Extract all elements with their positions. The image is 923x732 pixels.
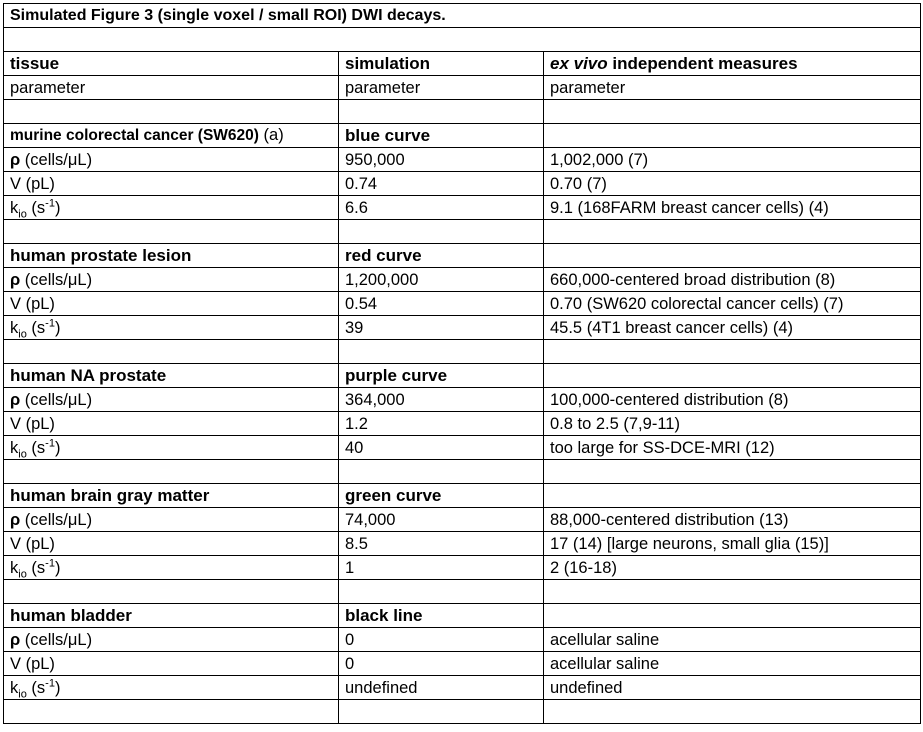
kio-unit-open: (s	[26, 198, 46, 217]
rho-label-cell	[4, 508, 339, 532]
subheader-simulation: parameter	[339, 76, 544, 100]
volume-exvivo: acellular saline	[544, 652, 921, 676]
header-simulation: simulation	[339, 52, 544, 76]
empty-cell	[544, 604, 921, 628]
volume-row	[4, 652, 921, 676]
empty-cell	[544, 460, 921, 484]
rho-symbol: ρ	[10, 270, 21, 289]
empty-cell	[4, 580, 339, 604]
kio-exponent: -1	[45, 557, 55, 569]
spacer-row	[4, 340, 921, 364]
kio-row	[4, 316, 921, 340]
kio-simulation: 39	[339, 316, 544, 340]
rho-row	[4, 508, 921, 532]
kio-subscript: io	[18, 207, 27, 220]
curve-label: green curve	[339, 484, 544, 508]
tissue-name-cell	[4, 484, 339, 508]
tissue-row	[4, 124, 921, 148]
kio-exvivo: undefined	[544, 676, 921, 700]
kio-unit-close: )	[54, 678, 61, 697]
empty-cell	[544, 580, 921, 604]
kio-simulation: 40	[339, 436, 544, 460]
subheader-tissue: parameter	[4, 76, 339, 100]
volume-exvivo: 17 (14) [large neurons, small glia (15)]	[544, 532, 921, 556]
volume-exvivo: 0.70 (SW620 colorectal cancer cells) (7)	[544, 292, 921, 316]
spacer-row	[4, 700, 921, 724]
rho-symbol: ρ	[10, 390, 21, 409]
empty-cell	[4, 220, 339, 244]
volume-exvivo: 0.8 to 2.5 (7,9-11)	[544, 412, 921, 436]
kio-simulation: undefined	[339, 676, 544, 700]
rho-row	[4, 268, 921, 292]
rho-exvivo: 100,000-centered distribution (8)	[544, 388, 921, 412]
empty-cell	[4, 700, 339, 724]
kio-subscript: io	[18, 567, 27, 580]
empty-cell	[544, 124, 921, 148]
curve-label: black line	[339, 604, 544, 628]
spacer-row	[4, 580, 921, 604]
tissue-row	[4, 484, 921, 508]
rho-row	[4, 628, 921, 652]
kio-exvivo: too large for SS-DCE-MRI (12)	[544, 436, 921, 460]
curve-label: blue curve	[339, 124, 544, 148]
tissue-row	[4, 364, 921, 388]
empty-cell	[4, 100, 339, 124]
kio-unit-open: (s	[26, 438, 46, 457]
volume-label: V (pL)	[4, 532, 339, 556]
kio-subscript: io	[18, 327, 27, 340]
parameter-table	[3, 3, 921, 724]
volume-label: V (pL)	[4, 172, 339, 196]
empty-cell	[339, 700, 544, 724]
kio-exponent: -1	[45, 437, 55, 449]
tissue-name: murine colorectal cancer (SW620)	[10, 127, 259, 144]
volume-row	[4, 532, 921, 556]
curve-label: purple curve	[339, 364, 544, 388]
header-tissue: tissue	[4, 52, 339, 76]
table-title: Simulated Figure 3 (single voxel / small ROI) DWI decays.	[4, 4, 921, 28]
volume-simulation: 0	[339, 652, 544, 676]
empty-cell	[339, 340, 544, 364]
rho-simulation: 0	[339, 628, 544, 652]
empty-cell	[339, 100, 544, 124]
rho-label-cell	[4, 628, 339, 652]
curve-label: red curve	[339, 244, 544, 268]
kio-base: k	[10, 198, 19, 217]
volume-simulation: 8.5	[339, 532, 544, 556]
rho-simulation: 74,000	[339, 508, 544, 532]
empty-cell	[4, 340, 339, 364]
header-exvivo-rest: independent measures	[607, 53, 798, 73]
tissue-name: human NA prostate	[10, 365, 167, 385]
title-row	[4, 4, 921, 28]
spacer-row	[4, 100, 921, 124]
header-exvivo-italic: ex vivo	[550, 53, 608, 73]
header-exvivo	[544, 52, 921, 76]
rho-simulation: 364,000	[339, 388, 544, 412]
spacer-row	[4, 28, 921, 52]
volume-simulation: 0.54	[339, 292, 544, 316]
kio-exponent: -1	[45, 317, 55, 329]
kio-label-cell	[4, 676, 339, 700]
kio-unit-close: )	[54, 318, 61, 337]
kio-row	[4, 676, 921, 700]
empty-cell	[544, 244, 921, 268]
rho-row	[4, 148, 921, 172]
spacer-cell	[4, 28, 921, 52]
tissue-name: human prostate lesion	[10, 245, 192, 265]
volume-label: V (pL)	[4, 652, 339, 676]
kio-label-cell	[4, 316, 339, 340]
tissue-note: (a)	[258, 126, 284, 144]
rho-symbol: ρ	[10, 150, 21, 169]
kio-exponent: -1	[45, 677, 55, 689]
rho-unit: (cells/μL)	[20, 390, 93, 409]
tissue-name-cell	[4, 604, 339, 628]
empty-cell	[544, 364, 921, 388]
rho-exvivo: 660,000-centered broad distribution (8)	[544, 268, 921, 292]
kio-exvivo: 2 (16-18)	[544, 556, 921, 580]
empty-cell	[544, 100, 921, 124]
rho-row	[4, 388, 921, 412]
rho-exvivo: 1,002,000 (7)	[544, 148, 921, 172]
empty-cell	[339, 460, 544, 484]
volume-label: V (pL)	[4, 412, 339, 436]
tissue-row	[4, 244, 921, 268]
spacer-row	[4, 460, 921, 484]
empty-cell	[544, 220, 921, 244]
kio-base: k	[10, 678, 19, 697]
kio-unit-open: (s	[26, 318, 46, 337]
tissue-name-cell	[4, 364, 339, 388]
subheader-exvivo: parameter	[544, 76, 921, 100]
kio-base: k	[10, 438, 19, 457]
tissue-name: human bladder	[10, 605, 132, 625]
rho-exvivo: acellular saline	[544, 628, 921, 652]
kio-unit-open: (s	[26, 678, 46, 697]
kio-subscript: io	[18, 447, 27, 460]
tissue-name: human brain gray matter	[10, 485, 210, 505]
tissue-name-cell	[4, 124, 339, 148]
rho-unit: (cells/μL)	[20, 510, 93, 529]
rho-label-cell	[4, 388, 339, 412]
volume-simulation: 0.74	[339, 172, 544, 196]
volume-exvivo: 0.70 (7)	[544, 172, 921, 196]
empty-cell	[4, 460, 339, 484]
header-row	[4, 52, 921, 76]
rho-label-cell	[4, 148, 339, 172]
kio-label-cell	[4, 436, 339, 460]
spacer-row	[4, 220, 921, 244]
kio-base: k	[10, 318, 19, 337]
rho-unit: (cells/μL)	[20, 270, 93, 289]
rho-symbol: ρ	[10, 630, 21, 649]
kio-row	[4, 196, 921, 220]
kio-unit-open: (s	[26, 558, 46, 577]
empty-cell	[544, 484, 921, 508]
volume-row	[4, 172, 921, 196]
kio-label-cell	[4, 556, 339, 580]
rho-symbol: ρ	[10, 510, 21, 529]
empty-cell	[339, 580, 544, 604]
kio-exvivo: 45.5 (4T1 breast cancer cells) (4)	[544, 316, 921, 340]
kio-simulation: 1	[339, 556, 544, 580]
rho-simulation: 1,200,000	[339, 268, 544, 292]
empty-cell	[544, 700, 921, 724]
rho-unit: (cells/μL)	[20, 150, 93, 169]
subheader-row	[4, 76, 921, 100]
kio-exponent: -1	[45, 197, 55, 209]
kio-unit-close: )	[54, 198, 61, 217]
rho-exvivo: 88,000-centered distribution (13)	[544, 508, 921, 532]
empty-cell	[544, 340, 921, 364]
kio-row	[4, 436, 921, 460]
empty-cell	[339, 220, 544, 244]
kio-simulation: 6.6	[339, 196, 544, 220]
kio-unit-close: )	[54, 438, 61, 457]
volume-row	[4, 292, 921, 316]
kio-subscript: io	[18, 687, 27, 700]
rho-unit: (cells/μL)	[20, 630, 93, 649]
volume-label: V (pL)	[4, 292, 339, 316]
kio-base: k	[10, 558, 19, 577]
kio-row	[4, 556, 921, 580]
rho-simulation: 950,000	[339, 148, 544, 172]
volume-simulation: 1.2	[339, 412, 544, 436]
kio-unit-close: )	[54, 558, 61, 577]
kio-exvivo: 9.1 (168FARM breast cancer cells) (4)	[544, 196, 921, 220]
volume-row	[4, 412, 921, 436]
tissue-name-cell	[4, 244, 339, 268]
rho-label-cell	[4, 268, 339, 292]
kio-label-cell	[4, 196, 339, 220]
tissue-row	[4, 604, 921, 628]
